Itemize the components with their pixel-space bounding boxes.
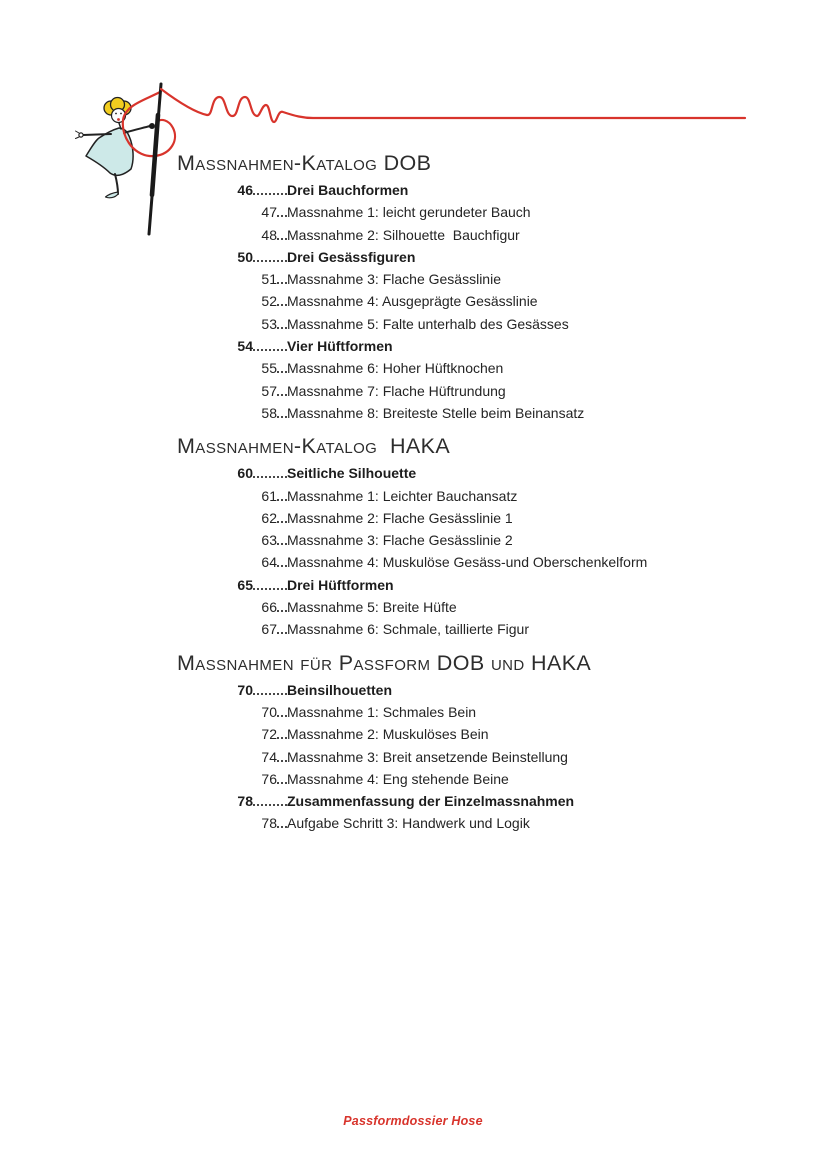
toc-leader-dots [253, 693, 287, 695]
thread-line [161, 89, 745, 122]
toc-row[interactable] [177, 290, 777, 312]
section-heading: Massnahmen-Katalog HAKA [177, 434, 451, 459]
toc-leader-dots [277, 499, 287, 501]
toc-page-number: 50 [237, 248, 253, 265]
toc-page-number: 65 [237, 576, 253, 593]
toc-page-number: 70 [261, 703, 277, 720]
toc-leader-dots [277, 521, 287, 523]
toc-page-number: 57 [261, 382, 277, 399]
toc-section [177, 651, 777, 835]
thread-loop [123, 92, 175, 156]
table-of-contents [177, 151, 777, 835]
toc-leader-dots [277, 610, 287, 612]
toc-entry-label: Drei Bauchformen [287, 182, 409, 198]
toc-leader-dots [253, 349, 287, 351]
toc-row[interactable] [177, 812, 777, 834]
toc-entry-label: Seitliche Silhouette [287, 465, 417, 482]
toc-leader-dots [277, 715, 287, 717]
toc-row[interactable] [177, 246, 777, 268]
toc-page-number: 51 [261, 271, 277, 288]
toc-page-number: 74 [261, 748, 277, 765]
toc-leader-dots [277, 416, 287, 418]
toc-leader-dots [277, 394, 287, 396]
toc-entry-label: Drei Gesässfiguren [287, 248, 416, 265]
toc-rows [177, 179, 777, 424]
toc-rows [177, 679, 777, 835]
toc-leader-dots [277, 760, 287, 762]
toc-page-number: 62 [261, 509, 277, 526]
toc-leader-dots [277, 543, 287, 545]
toc-entry-label: Massnahme 2: Silhouette Bauchfigur [287, 226, 520, 243]
toc-row[interactable] [177, 179, 777, 201]
toc-entry-label: Beinsilhouetten [287, 681, 393, 698]
toc-page-number: 67 [261, 621, 277, 638]
toc-page-number: 66 [261, 599, 277, 616]
toc-entry-label: Drei Hüftformen [287, 576, 394, 593]
toc-entry-label: Massnahme 1: leicht gerundeter Bauch [287, 204, 531, 221]
toc-leader-dots [253, 804, 287, 806]
figure-drawing [76, 98, 151, 198]
toc-page-number: 63 [261, 532, 277, 549]
section-heading: Massnahmen für Passform DOB und HAKA [177, 650, 592, 675]
toc-row[interactable] [177, 507, 777, 529]
toc-page-number: 61 [261, 487, 277, 504]
toc-row[interactable] [177, 596, 777, 618]
toc-page-number: 58 [261, 404, 277, 421]
toc-leader-dots [253, 260, 287, 262]
toc-page-number: 54 [237, 338, 253, 355]
toc-page-number: 70 [237, 681, 253, 698]
toc-entry-label: Massnahme 6: Hoher Hüftknochen [287, 360, 504, 377]
toc-row[interactable] [177, 701, 777, 723]
toc-section [177, 434, 777, 640]
toc-page-number: 78 [261, 815, 277, 832]
toc-page-number: 47 [261, 204, 277, 221]
toc-entry-label: Massnahme 2: Flache Gesässlinie 1 [287, 509, 513, 526]
toc-entry-label: Aufgabe Schritt 3: Handwerk und Logik [287, 815, 530, 832]
toc-row[interactable] [177, 574, 777, 596]
toc-entry-label: Massnahme 6: Schmale, taillierte Figur [287, 621, 529, 638]
needle-icon [149, 84, 161, 234]
toc-entry-label: Massnahme 5: Breite Hüfte [287, 599, 457, 616]
toc-page-number: 48 [261, 226, 277, 243]
toc-leader-dots [253, 193, 287, 195]
toc-leader-dots [277, 304, 287, 306]
toc-entry-label: Vier Hüftformen [287, 338, 393, 355]
toc-entry-label: Massnahme 4: Ausgeprägte Gesässlinie [287, 293, 538, 310]
toc-row[interactable] [177, 335, 777, 357]
toc-page-number: 60 [237, 465, 253, 482]
toc-entry-label: Massnahme 1: Leichter Bauchansatz [287, 487, 518, 504]
toc-leader-dots [277, 238, 287, 240]
toc-row[interactable] [177, 551, 777, 573]
toc-row[interactable] [177, 380, 777, 402]
toc-entry-label: Massnahme 3: Flache Gesässlinie 2 [287, 532, 513, 549]
toc-entry-label: Massnahme 7: Flache Hüftrundung [287, 382, 506, 399]
footer-title: Passformdossier Hose [343, 1114, 483, 1128]
toc-leader-dots [277, 782, 287, 784]
toc-row[interactable] [177, 485, 777, 507]
toc-section [177, 151, 777, 424]
toc-leader-dots [277, 282, 287, 284]
toc-row[interactable] [177, 768, 777, 790]
toc-leader-dots [277, 737, 287, 739]
toc-page-number: 78 [237, 793, 253, 810]
toc-page-number: 53 [261, 315, 277, 332]
figure-hand [149, 123, 155, 129]
toc-row[interactable] [177, 679, 777, 701]
toc-entry-label: Massnahme 2: Muskulöses Bein [287, 726, 489, 743]
toc-leader-dots [277, 632, 287, 634]
toc-row[interactable] [177, 224, 777, 246]
toc-entry-label: Massnahme 5: Falte unterhalb des Gesässes [287, 315, 569, 332]
toc-leader-dots [253, 588, 287, 590]
toc-page-number: 46 [237, 182, 253, 198]
toc-entry-label: Massnahme 8: Breiteste Stelle beim Beinansatz [287, 404, 585, 421]
toc-page-number: 72 [261, 726, 277, 743]
toc-rows [177, 462, 777, 640]
toc-page-number: 76 [261, 770, 277, 787]
toc-row[interactable] [177, 402, 777, 424]
section-heading: Massnahmen-Katalog DOB [177, 151, 432, 175]
toc-row[interactable] [177, 618, 777, 640]
toc-row[interactable] [177, 529, 777, 551]
toc-row[interactable] [177, 201, 777, 223]
toc-leader-dots [277, 371, 287, 373]
toc-entry-label: Massnahme 4: Muskulöse Gesäss-und Oberschenkelform [287, 554, 648, 571]
toc-row[interactable] [177, 790, 777, 812]
toc-entry-label: Massnahme 1: Schmales Bein [287, 703, 477, 720]
toc-row[interactable] [177, 462, 777, 484]
toc-entry-label: Massnahme 3: Flache Gesässlinie [287, 271, 501, 288]
toc-page-number: 55 [261, 360, 277, 377]
toc-row[interactable] [177, 268, 777, 290]
toc-row[interactable] [177, 313, 777, 335]
toc-entry-label: Massnahme 3: Breit ansetzende Beinstellung [287, 748, 568, 765]
toc-entry-label: Zusammenfassung der Einzelmassnahmen [287, 793, 575, 810]
toc-leader-dots [277, 826, 287, 828]
toc-row[interactable] [177, 357, 777, 379]
toc-entry-label: Massnahme 4: Eng stehende Beine [287, 770, 509, 787]
toc-leader-dots [253, 476, 287, 478]
toc-row[interactable] [177, 746, 777, 768]
toc-leader-dots [277, 215, 287, 217]
toc-leader-dots [277, 327, 287, 329]
toc-page-number: 64 [261, 554, 277, 571]
toc-row[interactable] [177, 723, 777, 745]
toc-page-number: 52 [261, 293, 277, 310]
toc-leader-dots [277, 565, 287, 567]
